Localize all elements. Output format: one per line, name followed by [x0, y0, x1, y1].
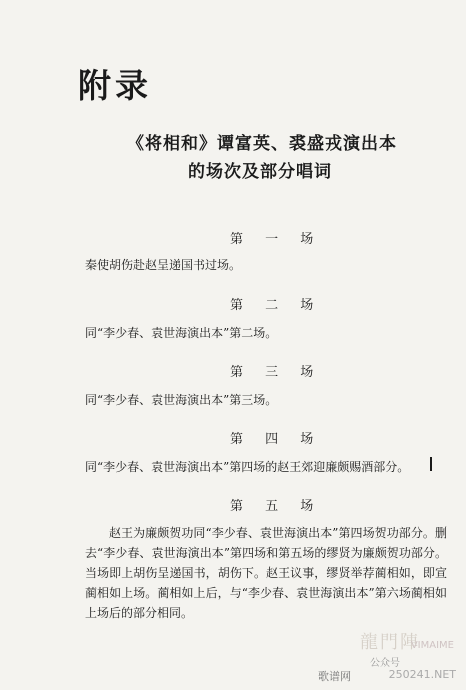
margin-bracket-mark: [430, 457, 432, 471]
scene-text-3: 同“李少春、袁世海演出本”第三场。: [85, 393, 278, 407]
scene-text-2: 同“李少春、袁世海演出本”第二场。: [85, 326, 278, 340]
footer-site-url: 250241.NET: [388, 668, 456, 681]
scene-heading-5: 第 五 场: [230, 499, 323, 514]
scene-heading-3: 第 三 场: [230, 365, 323, 380]
scene-text-4: 同“李少春、袁世海演出本”第四场的赵王郊迎廉颇赐酒部分。: [85, 460, 410, 474]
watermark-latin: VIMAIME: [410, 640, 454, 651]
document-title-line-1: 《将相和》谭富英、裘盛戎演出本: [127, 134, 397, 154]
document-title-line-2: 的场次及部分唱词: [188, 162, 332, 182]
scene-text-1: 秦使胡伤赴赵呈递国书过场。: [85, 258, 242, 272]
scene-heading-2: 第 二 场: [230, 298, 323, 313]
appendix-title: 附录: [78, 66, 152, 105]
footer-site-name: 歌谱网: [318, 670, 351, 683]
scene-text-5: 赵王为廉颇贺功同“李少春、袁世海演出本”第四场贺功部分。删去“李少春、袁世海演出本”第四场和第五场的缪贤为廉颇贺功部分。当场即上胡伤呈递国书，胡伤下。赵王议事，缪贤举荐蔺相如，即宣蔺相如上场。蔺相如上后，与“李少春、袁世海演出本”第六场蔺相如上场后的部分相同。: [85, 526, 447, 620]
watermark-logo: 龍門陣: [360, 632, 420, 653]
footer-public-account: 公众号: [370, 658, 400, 669]
scene-heading-4: 第 四 场: [230, 432, 323, 447]
scene-heading-1: 第 一 场: [230, 232, 323, 247]
